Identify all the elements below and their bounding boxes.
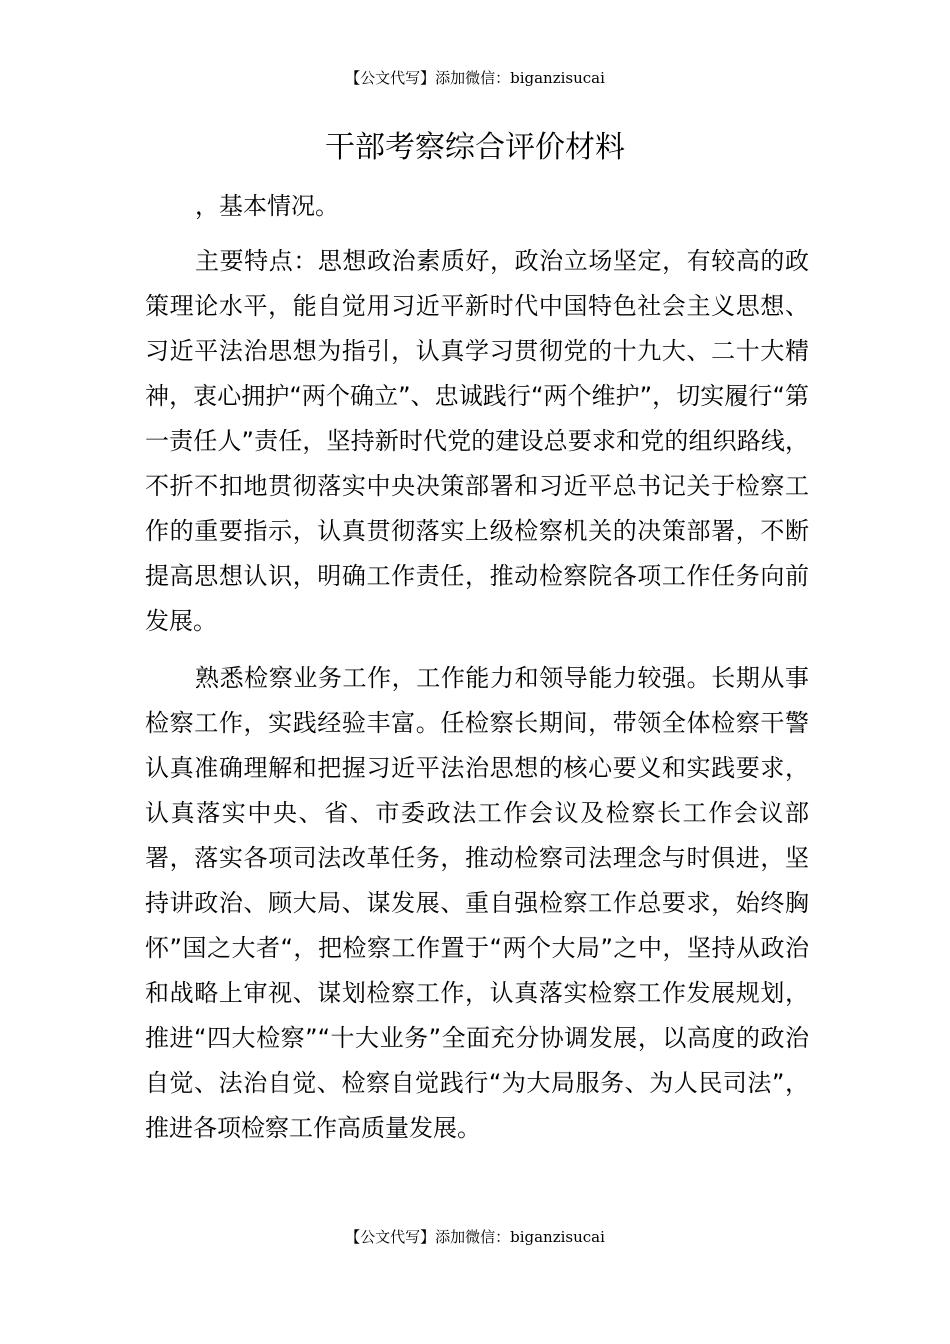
paragraph-main-features: 主要特点：思想政治素质好，政治立场坚定，有较高的政策理论水平，能自觉用习近平新时代中国特色社会主义思想、习近平法治思想为指引，认真学习贯彻党的十九大、二十大精神，衷心拥护“两个确立”、忠诚践行“两个维护”，切实履行“第一责任人”责任，坚持新时代党的建设总要求和党的组织路线，不折不扣地贯彻落实中央决策部署和习近平总书记关于检察工作的重要指示，认真贯彻落实上级检察机关的决策部署，不断提高思想认识，明确工作责任，推动检察院各项工作任务向前发展。 — [145, 247, 809, 635]
document-body — [145, 184, 809, 1151]
paragraph-basic-info: ，基本情况。 — [195, 192, 339, 220]
document-title: 干部考察综合评价材料 — [325, 130, 625, 165]
paragraph-work-ability: 熟悉检察业务工作，工作能力和领导能力较强。长期从事检察工作，实践经验丰富。任检察长期间，带领全体检察干警认真准确理解和把握习近平法治思想的核心要义和实践要求，认真落实中央、省、市委政法工作会议及检察长工作会议部署，落实各项司法改革任务，推动检察司法理念与时俱进，坚持讲政治、顾大局、谋发展、重自强检察工作总要求，始终胸怀”国之大者“，把检察工作置于“两个大局”之中，坚持从政治和战略上审视、谋划检察工作，认真落实检察工作发展规划，推进“四大检察”“十大业务”全面充分协调发展，以高度的政治自觉、法治自觉、检察自觉践行“为大局服务、为人民司法”，推进各项检察工作高质量发展。 — [145, 664, 809, 1142]
page-header: 【公文代写】添加微信：biganzisucai — [345, 69, 605, 87]
page-footer: 【公文代写】添加微信：biganzisucai — [345, 1228, 605, 1246]
